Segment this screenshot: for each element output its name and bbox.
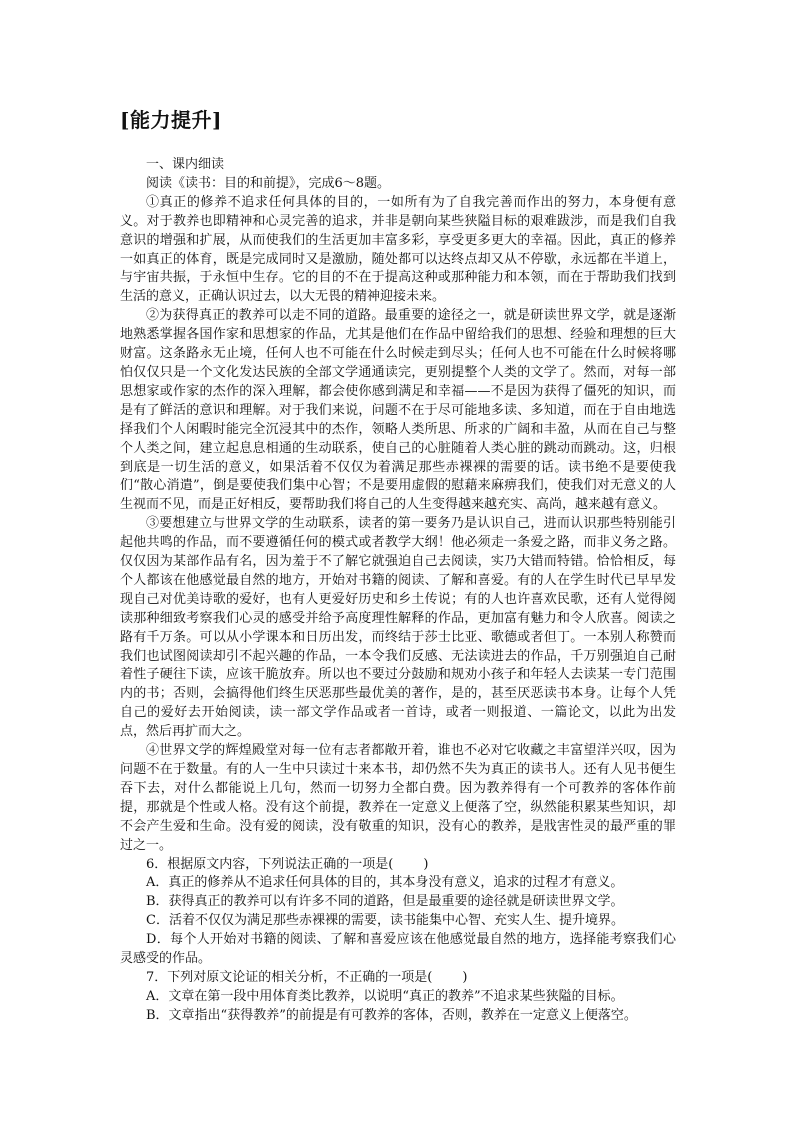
paragraph-4: ④世界文学的辉煌殿堂对每一位有志者都敞开着，谁也不必对它收藏之丰富望洋兴叹，因为问题不在于数量。有的人一生中只读过十来本书，却仍然不失为真正的读书人。还有人见书便生吞下去，对什么都能说上几句，然而一切努力全都白费。因为教养得有一个可教养的客体作前提，那就是个性或人格。没有这个前提，教养在一定意义上便落了空，纵然能积累某些知识，却不会产生爱和生命。没有爱的阅读，没有敬重的知识，没有心的教养，是戕害性灵的最严重的罪过之一。 [120, 743, 676, 853]
question-7-stem [120, 969, 676, 988]
question-7-stem-end: ) [462, 969, 468, 985]
paragraph-1: ①真正的修养不追求任何具体的目的，一如所有为了自我完善而作出的努力，本身便有意义。对于教养也即精神和心灵完善的追求，并非是朝向某些狭隘目标的艰难跋涉，而是我们自我意识的增强和扩展，从而使我们的生活更加丰富多彩，享受更多更大的幸福。因此，真正的修养一如真正的体育，既是完成同时又是激励，随处都可以达终点却又从不停歇，永远都在半道上，与宇宙共振，于永恒中生存。它的目的不在于提高这种或那种能力和本领，而在于帮助我们找到生活的意义，正确认识过去，以大无畏的精神迎接未来。 [120, 194, 676, 305]
question-7-option-a: A．文章在第一段中用体育类比教养，以说明“真正的教养”不追求某些狭隘的目标。 [146, 988, 624, 1004]
reading-instruction: 阅读《读书：目的和前提》，完成6～8题。 [146, 175, 391, 191]
question-7-option-b: B．文章指出“获得教养”的前提是有可教养的客体，否则，教养在一定意义上便落空。 [146, 1007, 637, 1023]
question-6-stem-text: 6．根据原文内容，下列说法正确的一项是( [146, 856, 394, 872]
question-6-stem-end: ) [423, 856, 429, 872]
question-6-option-d: D．每个人开始对书籍的阅读、了解和喜爱应该在他感觉最自然的地方，选择能考察我们心灵感受的作品。 [120, 932, 676, 967]
question-6-option-b: B．获得真正的教养可以有许多不同的道路，但是最重要的途径就是研读世界文学。 [146, 894, 624, 910]
paragraph-3: ③要想建立与世界文学的生动联系，读者的第一要务乃是认识自己，进而认识那些特别能引起他共鸣的作品，而不要遵循任何的模式或者教学大纲！他必须走一条爱之路，而非义务之路。仅仅因为某部作品有名，因为羞于不了解它就强迫自己去阅读，实乃大错而特错。恰恰相反，每个人都该在他感觉最自然的地方，开始对书籍的阅读、了解和喜爱。有的人在学生时代已早早发现自己对优美诗歌的爱好，也有人更爱好历史和乡土传说；有的人也许喜欢民歌，还有人觉得阅读那种细致考察我们心灵的感受并给予高度理性解释的作品，更加富有魅力和令人欣喜。阅读之路有千万条。可以从小学课本和日历出发，而终结于莎士比亚、歌德或者但丁。一本别人称赞而我们也试图阅读却引不起兴趣的作品，一本令我们反感、无法读进去的作品，千万别强迫自己耐着性子硬往下读，应该干脆放弃。所以也不要过分鼓励和规劝小孩子和年轻人去读某一专门范围内的书；否则，会搞得他们终生厌恶那些最优美的著作，是的，甚至厌恶读书本身。让每个人凭自己的爱好去开始阅读，读一部文学作品或者一首诗，或者一则报道、一篇论文，以此为出发点，然后再扩而大之。 [120, 516, 676, 740]
question-6-option-a: A．真正的修养从不追求任何具体的目的，其本身没有意义，追求的过程才有意义。 [146, 875, 624, 891]
section-heading: 一、课内细读 [146, 157, 225, 172]
paragraph-2: ②为获得真正的教养可以走不同的道路。最重要的途径之一，就是研读世界文学，就是逐渐地熟悉掌握各国作家和思想家的作品，尤其是他们在作品中留给我们的思想、经验和理想的巨大财富。这条路永无止境，任何人也不可能在什么时候走到尽头；任何人也不可能在什么时候将哪怕仅仅只是一个文化发达民族的全部文学通通读完，更别提整个人类的文学了。然而，对每一部思想家或作家的杰作的深入理解，都会使你感到满足和幸福——不是因为获得了僵死的知识，而是有了鲜活的意识和理解。对于我们来说，问题不在于尽可能地多读、多知道，而在于自由地选择我们个人闲暇时能完全沉浸其中的杰作，领略人类所思、所求的广阔和丰盈，从而在自己与整个人类之间，建立起息息相通的生动联系，使自己的心脏随着人类心脏的跳动而跳动。这，归根到底是一切生活的意义，如果活着不仅仅为着满足那些赤裸裸的需要的话。读书绝不是要使我们“散心消遣”，倒是要使我们集中心智；不是要用虚假的慰藉来麻痹我们，使我们对无意义的人生视而不见，而是正好相反，要帮助我们将自己的人生变得越来越充实、高尚，越来越有意义。 [120, 308, 676, 513]
question-7-stem-text: 7．下列对原文论证的相关分析，不正确的一项是( [146, 969, 433, 985]
page-title: [能力提升] [120, 108, 222, 132]
question-6-option-c: C．活着不仅仅为满足那些赤裸裸的需要，读书能集中心智、充实人生、提升境界。 [146, 913, 624, 929]
question-6-stem [120, 856, 676, 875]
document-body [120, 156, 676, 1026]
